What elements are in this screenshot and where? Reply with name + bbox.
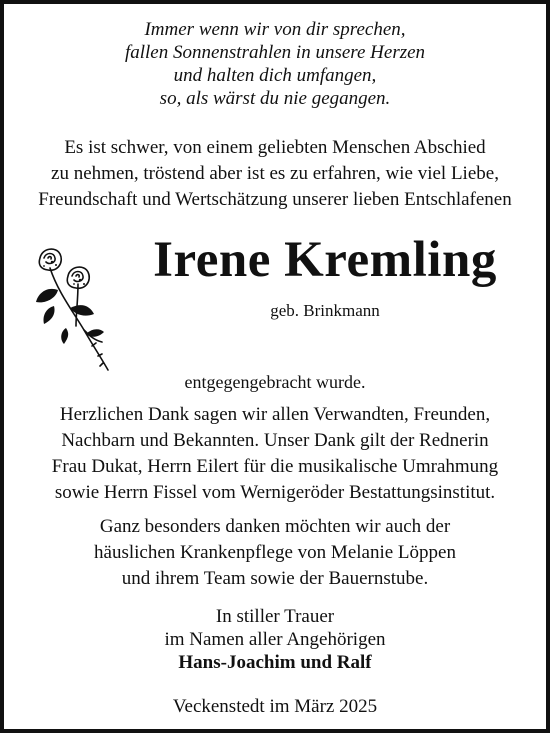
thanks-line: Ganz besonders danken möchten wir auch der — [99, 516, 451, 537]
closing-line: im Namen aller Angehörigen — [164, 629, 386, 650]
memorial-poem — [4, 18, 546, 110]
poem-line: und halten dich umfangen, — [173, 65, 377, 86]
intro-line: zu nehmen, tröstend aber ist es zu erfahren, wie viel Liebe, — [51, 163, 499, 184]
thanks-line: häuslichen Krankenpflege von Melanie Löppen — [94, 542, 456, 563]
thanks-line: Herzlichen Dank sagen wir allen Verwandten, Freunden, — [59, 404, 491, 425]
place-date: Veckenstedt im März 2025 — [172, 696, 378, 717]
closing-block — [4, 605, 546, 674]
intro-line: Freundschaft und Wertschätzung unserer lieben Entschlafenen — [38, 189, 512, 210]
special-thanks-text — [4, 514, 546, 592]
poem-line: fallen Sonnenstrahlen in unsere Herzen — [124, 42, 426, 63]
after-name-text: entgegengebracht wurde. — [184, 372, 366, 392]
thanks-text — [4, 402, 546, 506]
thanks-line: und ihrem Team sowie der Bauernstube. — [121, 568, 429, 589]
poem-line: Immer wenn wir von dir sprechen, — [144, 19, 406, 40]
mourner-names: Hans-Joachim und Ralf — [178, 652, 372, 673]
closing-line: In stiller Trauer — [215, 606, 335, 627]
birth-name: geb. Brinkmann — [270, 301, 380, 320]
intro-line: Es ist schwer, von einem geliebten Menschen Abschied — [64, 137, 486, 158]
thanks-line: sowie Herrn Fissel vom Wernigeröder Bestattungsinstitut. — [54, 482, 496, 503]
thanks-line: Nachbarn und Bekannten. Unser Dank gilt der Rednerin — [61, 430, 489, 451]
thanks-line: Frau Dukat, Herrn Eilert für die musikalische Umrahmung — [51, 456, 499, 477]
deceased-name: Irene Kremling — [153, 232, 497, 288]
intro-text — [4, 135, 546, 213]
poem-line: so, als wärst du nie gegangen. — [159, 88, 391, 109]
